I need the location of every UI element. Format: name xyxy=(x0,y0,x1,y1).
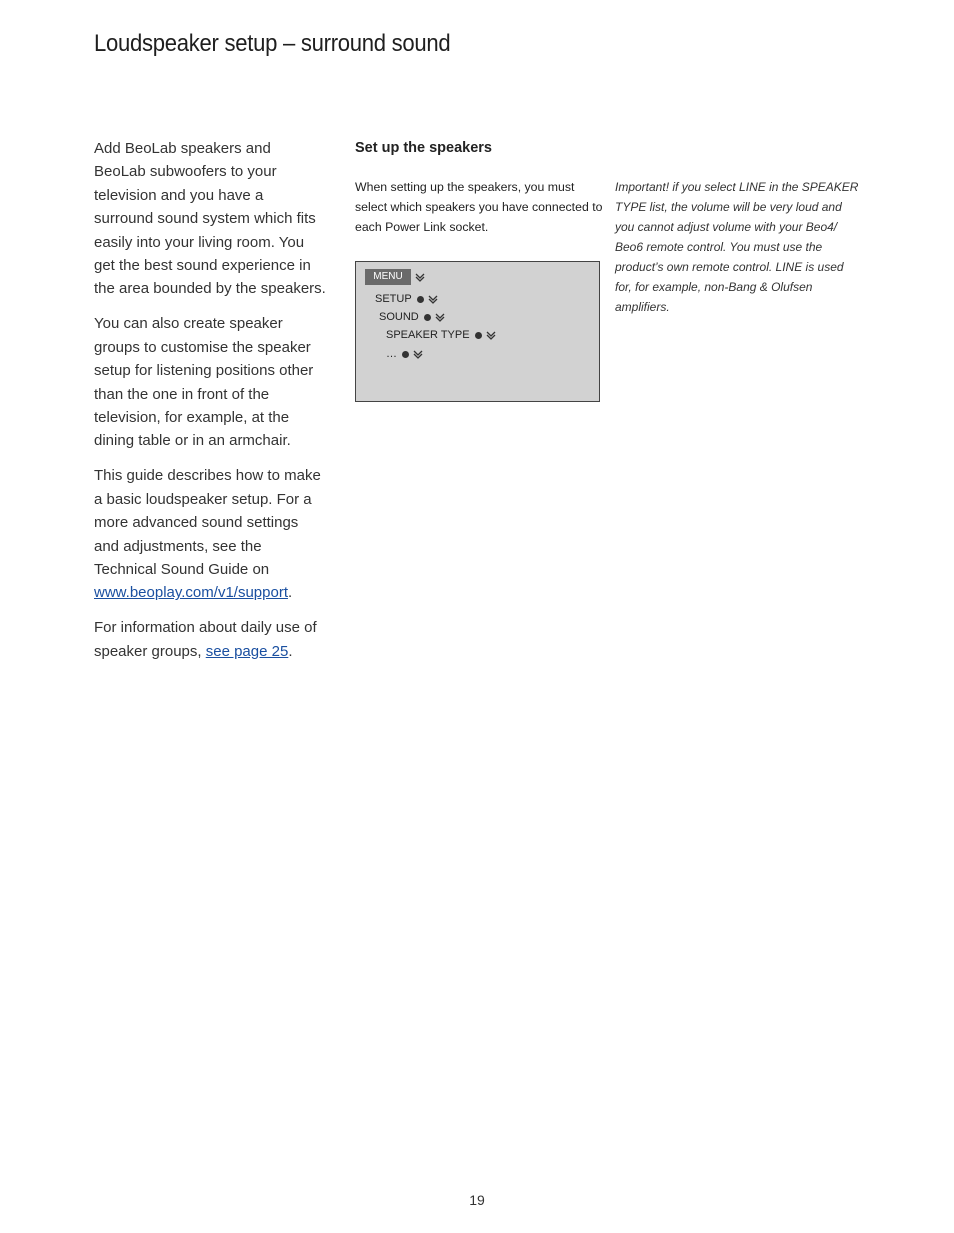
chevron-down-icon xyxy=(412,348,424,360)
menu-row-sound xyxy=(379,309,446,325)
page-number: 19 xyxy=(469,1192,485,1208)
intro-column xyxy=(94,137,326,675)
select-dot-icon xyxy=(475,332,482,339)
intro-paragraph xyxy=(94,464,326,604)
intro-text: For information about daily use of speaker groups, xyxy=(94,619,317,660)
menu-row xyxy=(365,269,426,285)
intro-paragraph: Add BeoLab speakers and BeoLab subwoofers to your television and you have a surround sound system which fits easily into your living room. You get the best sound experience in the area bounded by the speakers. xyxy=(94,140,326,298)
intro-text: . xyxy=(288,642,293,660)
menu-row-speaker-type xyxy=(386,327,497,343)
speaker-type-label: SPEAKER TYPE xyxy=(386,329,470,341)
chevron-down-icon xyxy=(427,293,439,305)
see-page-link[interactable]: see page 25 xyxy=(205,642,289,660)
menu-row-more xyxy=(386,346,424,362)
sound-label: SOUND xyxy=(379,311,419,323)
chevron-down-icon xyxy=(434,311,446,323)
intro-paragraph: You can also create speaker groups to customise the speaker setup for listening positions other than the one in front of the television, for example, at the dining table or in an armchair. xyxy=(94,315,314,450)
setup-label: SETUP xyxy=(375,293,412,305)
menu-row-setup xyxy=(375,291,439,307)
menu-path-panel xyxy=(355,261,600,402)
important-note: Important! if you select LINE in the SPEAKER TYPE list, the volume will be very loud and you cannot adjust volume with your Beo4/ Beo6 remote control. You must use the product’s own remote control. LINE is used for, for example, non-Bang & Olufsen amplifiers. xyxy=(615,180,859,314)
section-heading: Set up the speakers xyxy=(355,140,492,156)
intro-paragraph xyxy=(94,616,326,663)
page-title: Loudspeaker setup – surround sound xyxy=(94,30,451,57)
section-text: When setting up the speakers, you must select which speakers you have connected to each Power Link socket. xyxy=(355,180,603,234)
ellipsis-label: … xyxy=(386,348,397,360)
select-dot-icon xyxy=(424,314,431,321)
support-link[interactable]: www.beoplay.com/v1/support xyxy=(94,584,288,602)
intro-text: . xyxy=(287,584,293,602)
select-dot-icon xyxy=(417,296,424,303)
menu-button-graphic: MENU xyxy=(365,269,411,285)
chevron-down-icon xyxy=(485,329,497,341)
select-dot-icon xyxy=(402,351,409,358)
intro-text: This guide describes how to make a basic loudspeaker setup. For a more advanced sound settings and adjustments, see the Technical Sound Guide on xyxy=(94,467,321,578)
chevron-down-icon xyxy=(414,271,426,283)
